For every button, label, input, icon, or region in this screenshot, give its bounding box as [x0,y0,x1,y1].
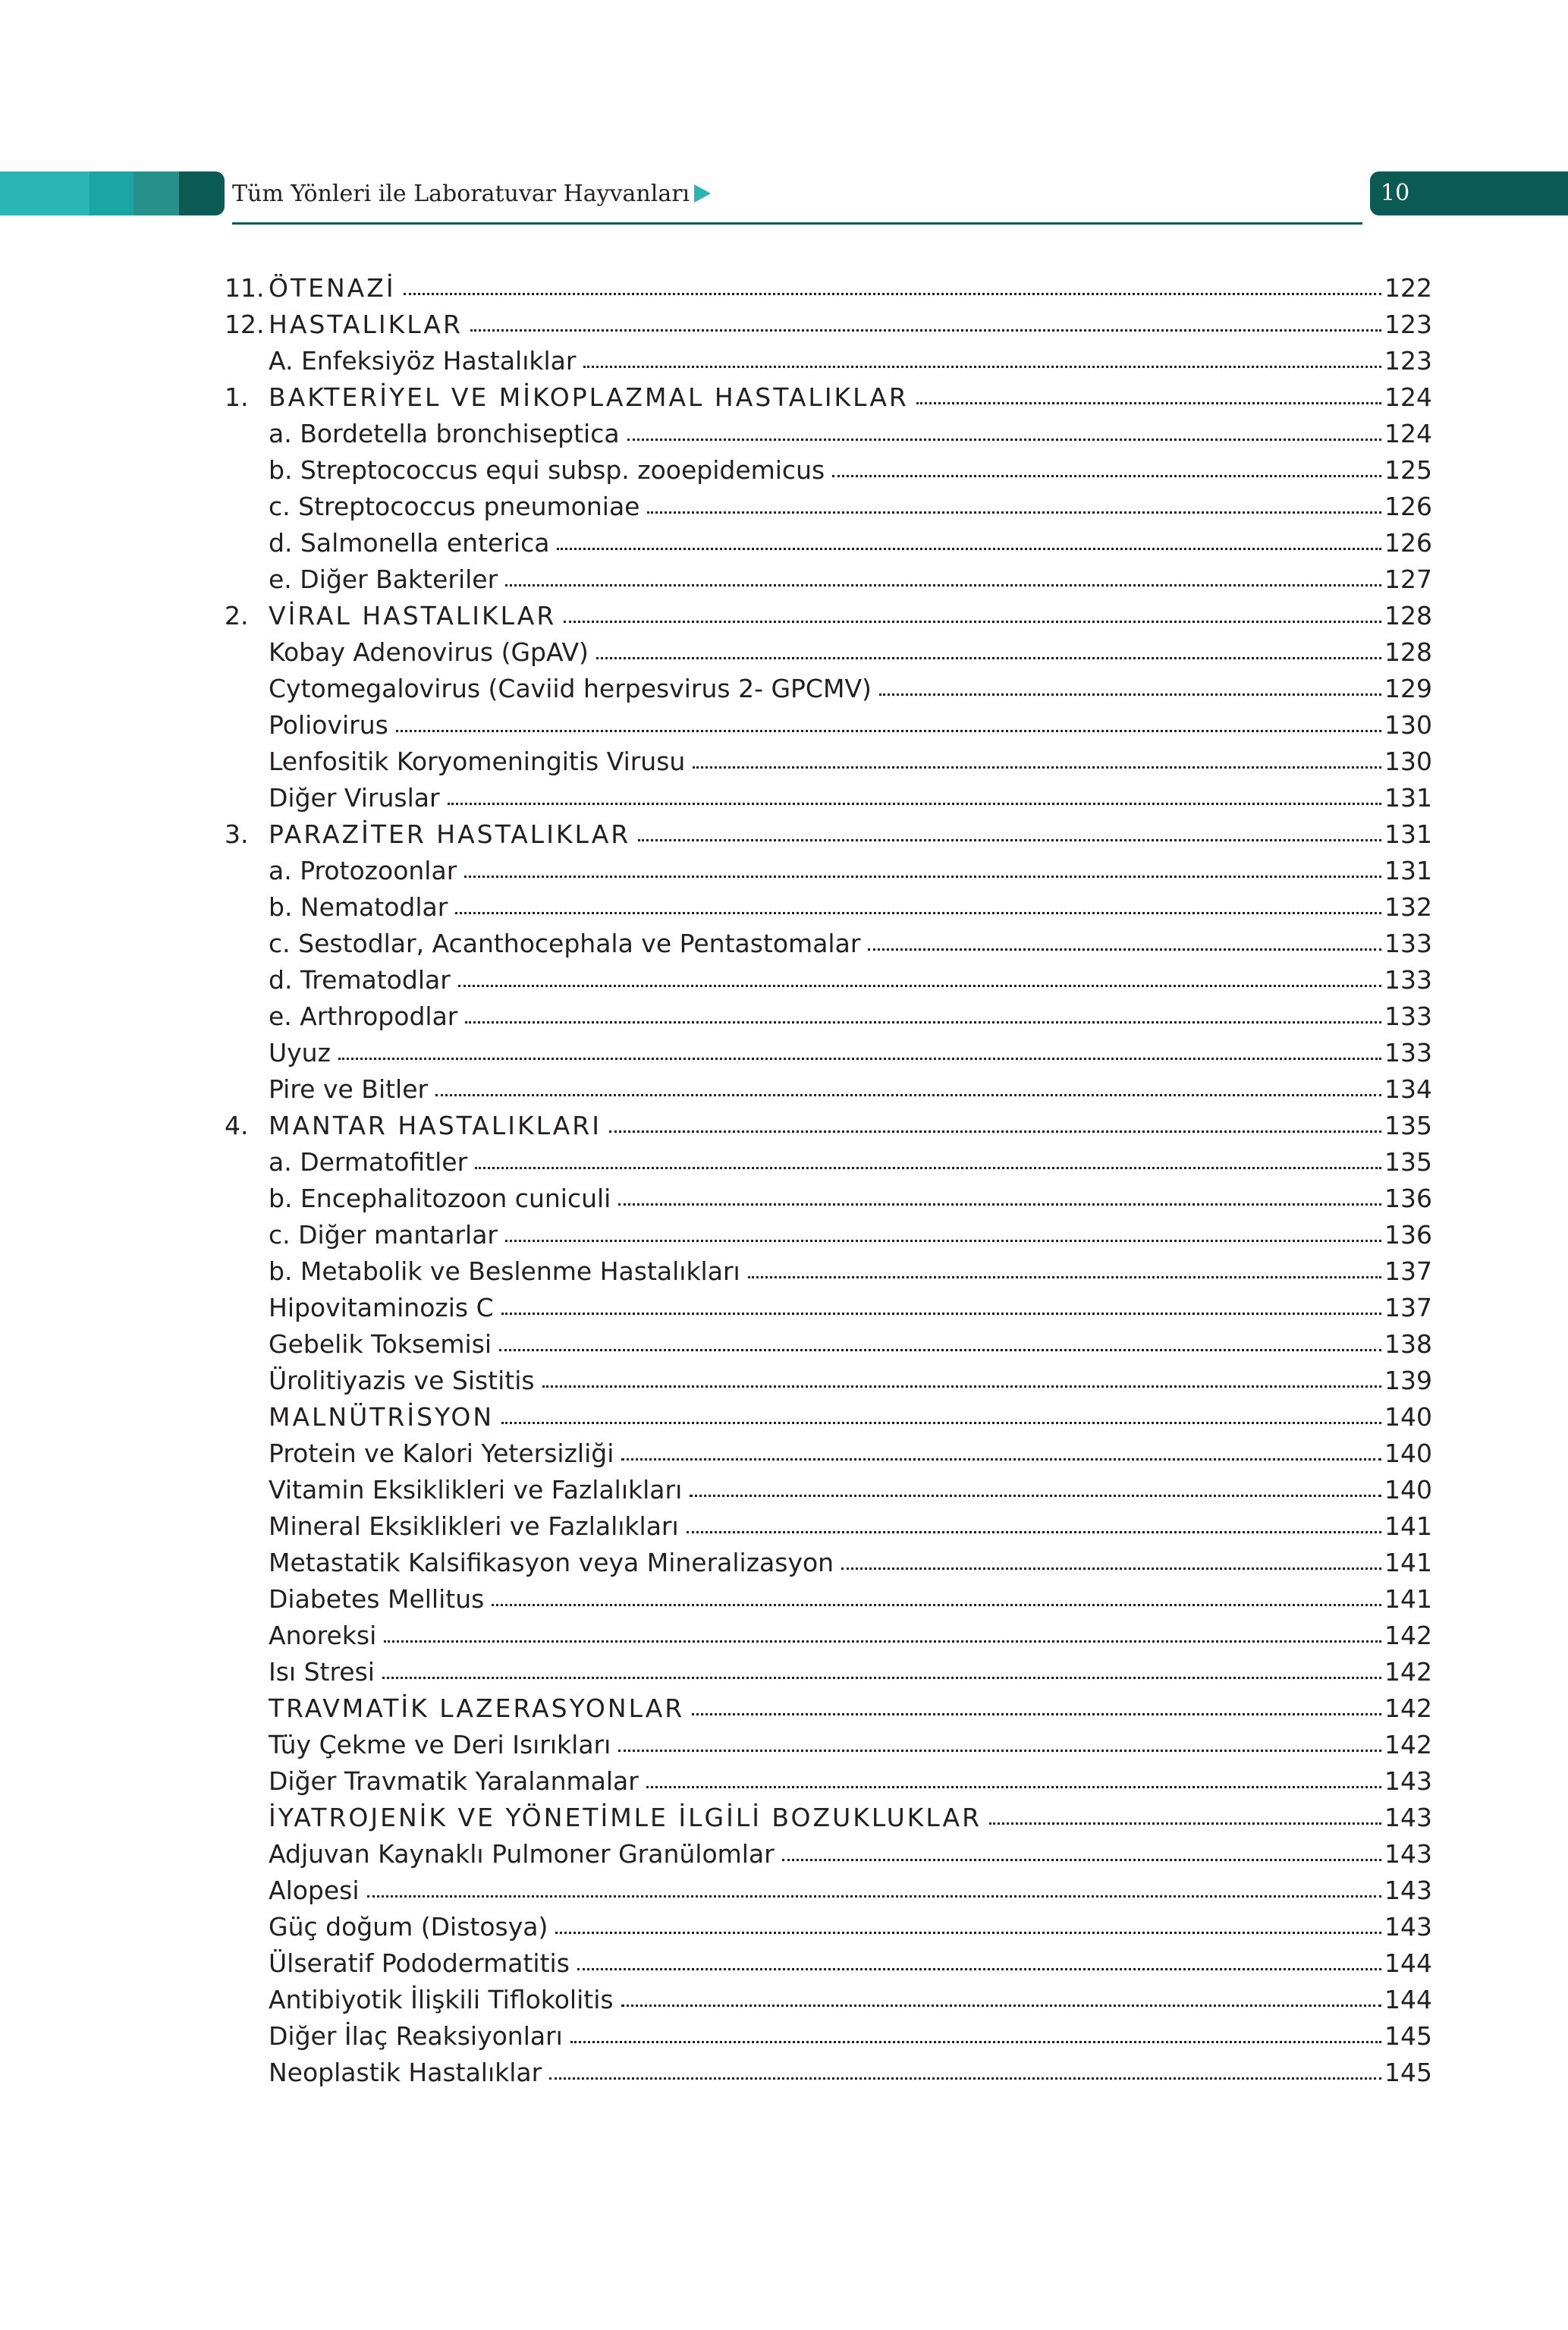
toc-entry-page: 133 [1384,929,1432,958]
dot-leader [748,1275,1381,1278]
dot-leader [557,546,1381,550]
toc-entry-page: 137 [1384,1256,1432,1286]
toc-entry[interactable] [225,1290,1432,1326]
dot-leader [338,1056,1381,1060]
toc-entry-page: 124 [1384,382,1432,412]
dot-leader [618,1202,1381,1206]
dot-leader [621,1457,1381,1461]
dot-leader [505,1238,1381,1242]
dot-leader [464,874,1381,878]
toc-entry-title: Uyuz [269,1038,331,1068]
toc-entry-title: TRAVMATİK LAZERASYONLAR [269,1693,685,1723]
dot-leader [448,801,1381,805]
header-color-block [179,171,225,215]
toc-entry-page: 131 [1384,783,1432,813]
toc-entry-title: İYATROJENİK VE YÖNETİMLE İLGİLİ BOZUKLUKLAR [269,1803,982,1832]
header-divider [232,222,1362,225]
dot-leader [458,983,1381,987]
dot-leader [455,910,1381,914]
toc-entry-page: 141 [1384,1584,1432,1614]
toc-entry[interactable] [225,1253,1432,1290]
toc-entry-title: Neoplastik Hastalıklar [269,2058,542,2087]
toc-entry-title: MANTAR HASTALIKLARI [269,1111,602,1140]
table-of-contents [225,270,1432,2091]
toc-entry[interactable] [225,1435,1432,1472]
toc-entry-page: 127 [1384,564,1432,594]
toc-entry-title: MALNÜTRİSYON [269,1402,495,1432]
header-color-block [90,171,134,215]
toc-entry-title: Anoreksi [269,1621,377,1650]
toc-entry-title: Cytomegalovirus (Caviid herpesvirus 2- GPCMV) [269,674,872,703]
dot-leader [492,1602,1381,1606]
toc-entry-page: 131 [1384,819,1432,849]
toc-entry-page: 143 [1384,1803,1432,1832]
dot-leader [505,583,1381,586]
toc-entry[interactable] [225,634,1432,671]
toc-entry-page: 126 [1384,492,1432,521]
toc-entry-title: Diğer Viruslar [269,783,440,813]
toc-entry-title: a. Protozoonlar [269,856,457,885]
toc-entry-page: 140 [1384,1402,1432,1432]
toc-entry-number: 4. [225,1111,249,1140]
toc-entry-page: 135 [1384,1147,1432,1177]
toc-entry[interactable] [225,1727,1432,1763]
toc-entry-page: 134 [1384,1074,1432,1104]
toc-entry-page: 144 [1384,1948,1432,1978]
toc-entry[interactable] [225,1618,1432,1654]
dot-leader [693,765,1381,769]
dot-leader [570,2039,1381,2043]
toc-entry[interactable] [225,889,1432,926]
toc-entry-title: Lenfositik Koryomeningitis Virusu [269,747,686,776]
toc-entry-title: Vitamin Eksiklikleri ve Fazlalıkları [269,1475,683,1505]
dot-leader [564,619,1381,623]
toc-entry[interactable] [225,1872,1432,1909]
toc-entry-title: a. Bordetella bronchiseptica [269,419,620,448]
toc-entry-title: Ürolitiyazis ve Sistitis [269,1366,535,1395]
dot-leader [596,656,1381,659]
header-color-block [134,171,179,215]
toc-entry-page: 139 [1384,1366,1432,1395]
toc-entry-page: 136 [1384,1220,1432,1250]
toc-entry[interactable] [225,1763,1432,1800]
dot-leader [396,728,1381,732]
toc-entry-page: 128 [1384,637,1432,667]
toc-entry[interactable] [225,598,1432,634]
toc-entry-number: 2. [225,601,249,630]
toc-entry[interactable] [225,1654,1432,1690]
dot-leader [989,1821,1381,1825]
toc-entry[interactable] [225,780,1432,816]
toc-entry-page: 143 [1384,1766,1432,1796]
toc-entry-title: BAKTERİYEL VE MİKOPLAZMAL HASTALIKLAR [269,382,909,412]
toc-entry-page: 130 [1384,710,1432,740]
toc-entry-page: 138 [1384,1329,1432,1359]
toc-entry-title: Mineral Eksiklikleri ve Fazlalıkları [269,1511,679,1541]
toc-entry-page: 133 [1384,965,1432,995]
toc-entry-title: Hipovitaminozis C [269,1293,494,1322]
page-number-tab [1370,171,1568,215]
toc-entry[interactable] [225,1690,1432,1727]
toc-entry-title: Diğer İlaç Reaksiyonları [269,2021,563,2051]
toc-entry-page: 125 [1384,455,1432,485]
toc-entry-title: Pire ve Bitler [269,1074,429,1104]
toc-entry[interactable] [225,1836,1432,1872]
toc-entry[interactable] [225,1945,1432,1982]
dot-leader [638,838,1381,841]
toc-entry-number: 12. [225,310,265,339]
toc-entry[interactable] [225,998,1432,1035]
toc-entry-title: Adjuvan Kaynaklı Pulmoner Granülomlar [269,1839,775,1869]
toc-entry-number: 11. [225,273,265,303]
toc-entry-page: 145 [1384,2021,1432,2051]
toc-entry[interactable] [225,379,1432,416]
toc-entry-title: HASTALIKLAR [269,310,463,339]
toc-entry[interactable] [225,1363,1432,1399]
toc-entry-title: Antibiyotik İlişkili Tiflokolitis [269,1985,614,2014]
toc-entry-title: d. Trematodlar [269,965,451,995]
toc-entry-page: 133 [1384,1001,1432,1031]
dot-leader [555,1930,1381,1934]
toc-entry-title: VİRAL HASTALIKLAR [269,601,557,630]
toc-entry-page: 128 [1384,601,1432,630]
dot-leader [475,1165,1381,1169]
toc-entry-title: A. Enfeksiyöz Hastalıklar [269,346,577,376]
dot-leader [499,1347,1381,1351]
toc-entry-page: 131 [1384,856,1432,885]
toc-entry-title: Güç doğum (Distosya) [269,1912,548,1942]
toc-entry-title: Kobay Adenovirus (GpAV) [269,637,589,667]
toc-entry[interactable] [225,489,1432,525]
toc-entry-page: 122 [1384,273,1432,303]
toc-entry-page: 132 [1384,892,1432,922]
toc-entry-page: 126 [1384,528,1432,558]
toc-entry[interactable] [225,853,1432,889]
dot-leader [470,328,1381,332]
dot-leader [382,1675,1381,1679]
dot-leader [618,1748,1381,1752]
toc-entry-page: 143 [1384,1912,1432,1942]
dot-leader [384,1639,1381,1643]
toc-entry-title: Gebelik Toksemisi [269,1329,492,1359]
play-arrow-icon [694,184,711,203]
toc-entry[interactable] [225,1508,1432,1545]
dot-leader [435,1093,1381,1096]
dot-leader [404,291,1381,295]
toc-entry[interactable] [225,671,1432,707]
toc-entry-page: 141 [1384,1548,1432,1577]
toc-entry[interactable] [225,926,1432,962]
dot-leader [609,1129,1381,1133]
toc-entry[interactable] [225,744,1432,780]
dot-leader [501,1311,1381,1315]
toc-entry[interactable] [225,1472,1432,1508]
toc-entry-page: 123 [1384,310,1432,339]
header-color-block [0,171,90,215]
book-title [232,179,711,209]
toc-entry[interactable] [225,1181,1432,1217]
toc-entry-title: Metastatik Kalsifikasyon veya Mineralizasyon [269,1548,834,1577]
toc-entry[interactable] [225,1144,1432,1181]
toc-entry[interactable] [225,1982,1432,2018]
toc-entry[interactable] [225,1071,1432,1108]
dot-leader [583,364,1381,368]
dot-leader [549,2076,1381,2080]
toc-entry-page: 141 [1384,1511,1432,1541]
toc-entry[interactable] [225,561,1432,598]
toc-entry-page: 140 [1384,1439,1432,1468]
toc-entry[interactable] [225,1108,1432,1144]
toc-entry[interactable] [225,1399,1432,1435]
toc-entry-title: e. Arthropodlar [269,1001,458,1031]
toc-entry-page: 142 [1384,1693,1432,1723]
dot-leader [501,1420,1381,1424]
toc-entry[interactable] [225,525,1432,561]
dot-leader [868,947,1381,951]
toc-entry[interactable] [225,1581,1432,1618]
toc-entry[interactable] [225,307,1432,343]
toc-entry-title: b. Streptococcus equi subsp. zooepidemicus [269,455,825,485]
toc-entry-title: ÖTENAZİ [269,273,396,303]
dot-leader [916,401,1381,404]
toc-entry-page: 129 [1384,674,1432,703]
book-title-text: Tüm Yönleri ile Laboratuvar Hayvanları [232,181,690,207]
toc-entry-page: 123 [1384,346,1432,376]
toc-entry-page: 144 [1384,1985,1432,2014]
dot-leader [841,1566,1381,1570]
toc-entry-title: c. Sestodlar, Acanthocephala ve Pentastomalar [269,929,861,958]
toc-entry[interactable] [225,2018,1432,2055]
toc-entry[interactable] [225,1545,1432,1581]
toc-entry[interactable] [225,343,1432,379]
toc-entry[interactable] [225,1217,1432,1253]
dot-leader [687,1530,1381,1533]
toc-entry-title: Alopesi [269,1876,360,1905]
dot-leader [577,1967,1381,1970]
toc-entry[interactable] [225,452,1432,489]
dot-leader [542,1384,1381,1388]
dot-leader [647,510,1381,514]
toc-entry-page: 142 [1384,1621,1432,1650]
dot-leader [782,1857,1381,1861]
toc-entry-page: 135 [1384,1111,1432,1140]
toc-entry-title: Diabetes Mellitus [269,1584,485,1614]
toc-entry-title: Tüy Çekme ve Deri Isırıkları [269,1730,611,1759]
dot-leader [879,692,1381,696]
toc-entry[interactable] [225,1035,1432,1071]
toc-entry[interactable] [225,962,1432,998]
toc-entry-title: c. Diğer mantarlar [269,1220,498,1250]
toc-entry-page: 124 [1384,419,1432,448]
toc-entry-page: 137 [1384,1293,1432,1322]
toc-entry[interactable] [225,1800,1432,1836]
toc-entry-title: Protein ve Kalori Yetersizliği [269,1439,614,1468]
toc-entry[interactable] [225,816,1432,853]
dot-leader [690,1493,1381,1497]
dot-leader [627,437,1381,441]
toc-entry-page: 143 [1384,1876,1432,1905]
dot-leader [832,473,1381,477]
toc-entry[interactable] [225,270,1432,307]
toc-entry-page: 143 [1384,1839,1432,1869]
toc-entry-page: 130 [1384,747,1432,776]
toc-entry-title: Isı Stresi [269,1657,375,1687]
page-number: 10 [1381,180,1410,206]
toc-entry[interactable] [225,1909,1432,1945]
toc-entry-title: Poliovirus [269,710,388,740]
toc-entry-page: 133 [1384,1038,1432,1068]
toc-entry-page: 136 [1384,1184,1432,1213]
toc-entry-title: d. Salmonella enterica [269,528,550,558]
toc-entry-title: b. Nematodlar [269,892,448,922]
dot-leader [646,1784,1381,1788]
toc-entry-title: b. Metabolik ve Beslenme Hastalıkları [269,1256,740,1286]
toc-entry-title: e. Diğer Bakteriler [269,564,498,594]
toc-entry-page: 140 [1384,1475,1432,1505]
toc-entry-page: 145 [1384,2058,1432,2087]
toc-entry[interactable] [225,2055,1432,2091]
toc-entry-number: 1. [225,382,249,412]
toc-entry-page: 142 [1384,1657,1432,1687]
dot-leader [465,1020,1381,1024]
toc-entry-title: c. Streptococcus pneumoniae [269,492,640,521]
dot-leader [621,2003,1381,2007]
dot-leader [367,1894,1381,1898]
toc-entry-title: a. Dermatofitler [269,1147,468,1177]
toc-entry[interactable] [225,1326,1432,1363]
dot-leader [692,1712,1381,1715]
toc-entry-title: Ülseratif Pododermatitis [269,1948,570,1978]
toc-entry-title: b. Encephalitozoon cuniculi [269,1184,611,1213]
toc-entry[interactable] [225,416,1432,452]
toc-entry-page: 142 [1384,1730,1432,1759]
toc-entry-title: Diğer Travmatik Yaralanmalar [269,1766,639,1796]
toc-entry[interactable] [225,707,1432,744]
toc-entry-title: PARAZİTER HASTALIKLAR [269,819,631,849]
toc-entry-number: 3. [225,819,249,849]
